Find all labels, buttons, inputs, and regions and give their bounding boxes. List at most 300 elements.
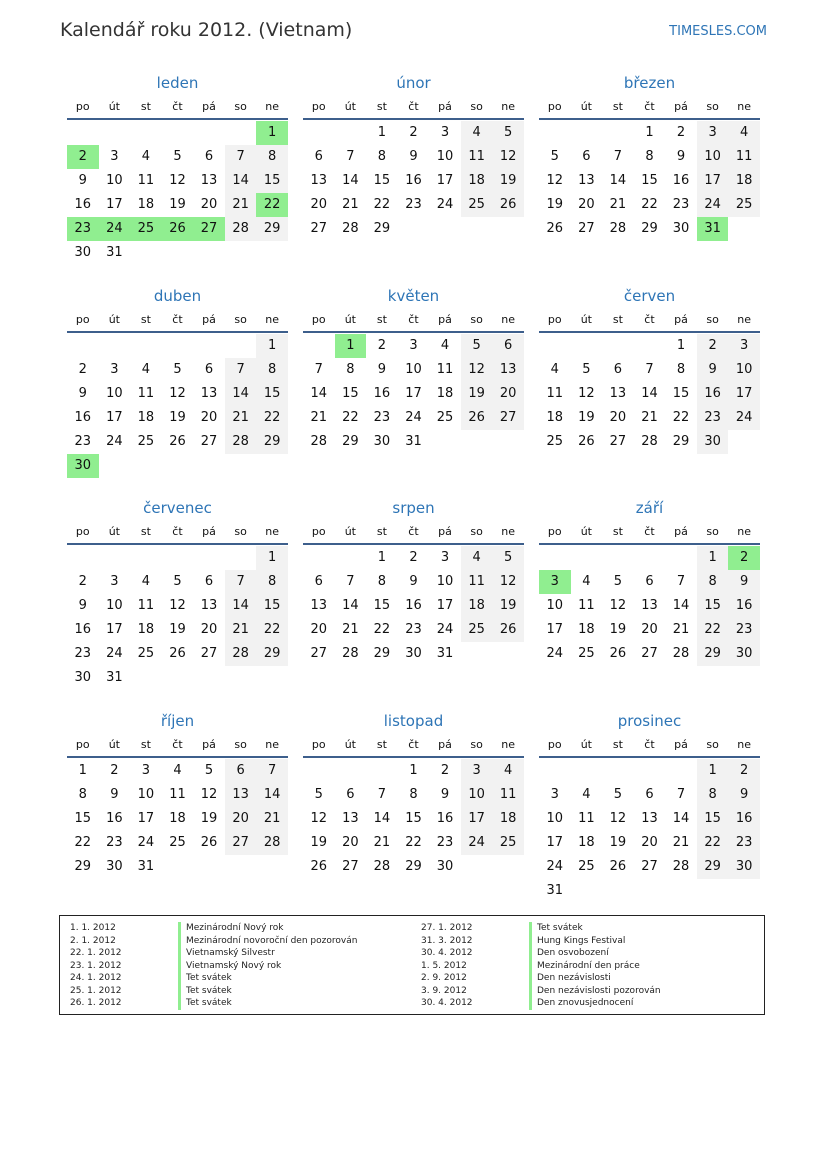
weekend-day-cell: 13 (225, 783, 257, 807)
empty-cell (130, 334, 162, 358)
day-cell: 6 (645, 574, 654, 589)
day-cell: 28 (342, 221, 359, 236)
day-cell: 22 (405, 834, 422, 850)
day-cell: 21 (373, 834, 391, 850)
weekend-day-cell: 14 (225, 169, 257, 193)
weekend-day-cell: 25 (461, 193, 493, 217)
day-cell: 20 (342, 834, 359, 850)
weekend-day-cell: 15 (256, 594, 288, 618)
holiday-day-cell: 25 (130, 217, 162, 241)
weekend-day-cell: 4 (492, 759, 524, 783)
weekday-label: čt (644, 525, 655, 538)
weekend-day-cell: 12 (461, 358, 493, 382)
day-cell: 20 (310, 197, 328, 212)
day-cell: 17 (546, 622, 564, 637)
weekday-label: st (376, 312, 387, 326)
empty-cell (602, 334, 634, 358)
weekend-day-cell: 29 (256, 430, 288, 454)
weekend-day-cell: 22 (697, 618, 729, 642)
legend-holiday-name: Vietnamský Silvestr (178, 947, 411, 960)
weekday-label: so (706, 525, 719, 538)
day-cell: 26 (546, 221, 564, 236)
weekday-label: st (612, 312, 623, 326)
weekend-day-cell: 29 (256, 642, 288, 666)
day-cell: 19 (609, 622, 627, 637)
weekday-label: po (311, 525, 326, 538)
month-name: srpen (392, 499, 435, 517)
weekday-label: st (140, 525, 151, 538)
day-cell: 25 (436, 409, 454, 425)
weekday-header (539, 96, 760, 120)
day-cell: 14 (342, 173, 359, 188)
weekday-label: čt (408, 525, 419, 538)
empty-cell (130, 121, 162, 145)
weekday-label: st (612, 737, 623, 751)
day-cell: 17 (546, 834, 564, 850)
empty-cell (225, 546, 257, 570)
day-cell: 8 (346, 361, 355, 377)
holiday-day-cell: 24 (99, 217, 131, 241)
day-cell: 28 (310, 433, 328, 449)
month-prosinec (539, 708, 760, 921)
day-cell: 2 (78, 361, 87, 377)
weekday-label: pá (674, 312, 688, 326)
day-cell: 19 (169, 622, 186, 637)
weekday-label: so (706, 100, 719, 113)
day-cell: 27 (200, 433, 218, 449)
day-cell: 18 (169, 810, 186, 826)
legend-date: 22. 1. 2012 (70, 948, 122, 958)
legend-date: 2. 1. 2012 (70, 935, 116, 946)
weekday-label: so (234, 312, 247, 326)
day-cell: 8 (676, 361, 686, 377)
day-cell: 1 (78, 762, 87, 778)
day-cell: 13 (342, 810, 359, 826)
weekend-day-cell: 22 (256, 406, 288, 430)
day-grid (67, 546, 288, 690)
day-cell: 23 (74, 433, 92, 449)
day-cell: 27 (641, 646, 658, 661)
month-duben (67, 283, 288, 496)
weekday-label: út (108, 100, 120, 113)
day-cell: 25 (137, 433, 155, 449)
weekday-label: ne (737, 525, 752, 538)
day-grid (539, 334, 760, 454)
day-cell: 16 (106, 810, 123, 826)
weekend-day-cell: 17 (728, 382, 760, 406)
day-cell: 13 (200, 173, 218, 188)
day-cell: 19 (169, 409, 186, 425)
weekend-day-cell: 24 (728, 406, 760, 430)
day-grid (303, 759, 524, 879)
day-cell: 4 (141, 149, 151, 164)
months-grid (67, 70, 760, 920)
weekday-label: út (108, 525, 120, 538)
month-name: duben (153, 286, 202, 305)
weekend-day-cell: 10 (697, 145, 729, 169)
weekend-day-cell: 3 (697, 121, 729, 145)
weekday-label: po (75, 312, 90, 326)
day-cell: 18 (137, 622, 155, 637)
day-cell: 23 (74, 646, 92, 661)
weekday-label: ne (265, 312, 280, 326)
weekday-label: čt (408, 312, 419, 326)
day-cell: 6 (204, 361, 214, 377)
day-cell: 3 (440, 125, 450, 140)
day-cell: 27 (342, 858, 359, 874)
weekday-label: út (580, 100, 592, 113)
holiday-day-cell: 2 (728, 546, 760, 570)
day-cell: 2 (377, 337, 387, 353)
day-cell: 11 (169, 786, 186, 802)
weekend-day-cell: 12 (492, 145, 524, 169)
holiday-day-cell: 2 (67, 145, 99, 169)
weekend-day-cell: 18 (461, 169, 493, 193)
weekend-day-cell: 4 (461, 546, 493, 570)
weekday-label: po (311, 100, 326, 113)
weekday-label: po (547, 525, 562, 538)
day-grid (67, 334, 288, 478)
day-cell: 20 (200, 409, 218, 425)
day-cell: 11 (137, 385, 155, 401)
empty-cell (602, 546, 634, 570)
weekend-day-cell: 28 (225, 430, 257, 454)
weekend-day-cell: 6 (225, 759, 257, 783)
day-cell: 16 (74, 622, 92, 637)
legend-holiday-name: Den nezávislosti (529, 972, 762, 985)
day-cell: 29 (74, 858, 92, 874)
day-cell: 14 (672, 598, 690, 613)
weekday-label: pá (202, 100, 216, 113)
holiday-day-cell: 26 (162, 217, 194, 241)
day-cell: 4 (440, 337, 450, 353)
empty-cell (571, 759, 603, 783)
day-cell: 18 (546, 409, 564, 425)
weekday-label: st (140, 737, 151, 751)
day-cell: 30 (106, 858, 123, 874)
weekday-label: út (344, 312, 356, 326)
day-cell: 1 (377, 125, 387, 140)
day-cell: 28 (342, 646, 359, 661)
legend-holiday-name: Mezinárodní den práce (529, 960, 762, 973)
day-cell: 29 (672, 433, 690, 449)
weekday-label: út (580, 312, 592, 326)
weekend-day-cell: 8 (697, 783, 729, 807)
weekend-day-cell: 29 (697, 642, 729, 666)
month-září (539, 495, 760, 708)
day-cell: 15 (641, 173, 658, 188)
weekday-label: so (470, 100, 483, 113)
weekday-label: st (376, 737, 387, 751)
weekday-label: pá (438, 525, 452, 538)
weekend-day-cell: 16 (728, 807, 760, 831)
month-name: květen (387, 286, 440, 305)
day-cell: 12 (609, 598, 627, 613)
day-cell: 10 (436, 149, 454, 164)
empty-cell (366, 759, 398, 783)
weekday-header (67, 521, 288, 545)
day-cell: 19 (310, 834, 328, 850)
day-grid (303, 334, 524, 454)
day-cell: 26 (200, 834, 218, 850)
day-cell: 6 (204, 574, 214, 589)
day-cell: 17 (405, 385, 422, 401)
day-cell: 3 (110, 574, 119, 589)
day-cell: 29 (373, 646, 391, 661)
day-cell: 14 (342, 598, 359, 613)
legend-holiday-name: Vietnamský Nový rok (178, 960, 411, 973)
weekday-label: po (75, 737, 90, 751)
day-cell: 22 (672, 409, 690, 425)
weekend-day-cell: 20 (492, 382, 524, 406)
weekend-day-cell: 13 (492, 358, 524, 382)
empty-cell (335, 546, 367, 570)
day-cell: 22 (373, 622, 391, 637)
weekend-day-cell: 29 (697, 855, 729, 879)
weekday-label: pá (202, 312, 216, 326)
empty-cell (162, 334, 194, 358)
day-cell: 26 (609, 646, 627, 661)
day-cell: 18 (436, 385, 454, 401)
weekend-day-cell: 16 (728, 594, 760, 618)
holiday-day-cell: 1 (335, 334, 367, 358)
day-cell: 16 (405, 173, 422, 188)
day-cell: 11 (137, 598, 155, 613)
weekday-label: pá (674, 100, 688, 113)
day-cell: 13 (200, 598, 218, 613)
legend-date: 25. 1. 2012 (70, 985, 122, 996)
day-cell: 7 (346, 149, 355, 164)
weekday-label: po (311, 737, 326, 751)
day-cell: 19 (578, 409, 595, 425)
weekday-label: po (547, 100, 562, 113)
weekend-day-cell: 3 (461, 759, 493, 783)
empty-cell (303, 759, 335, 783)
month-name: prosinec (617, 711, 682, 730)
day-cell: 13 (609, 385, 627, 401)
day-cell: 3 (409, 337, 418, 353)
day-cell: 18 (137, 197, 155, 212)
day-cell: 24 (546, 646, 564, 661)
weekend-day-cell: 25 (728, 193, 760, 217)
day-cell: 14 (373, 810, 391, 826)
weekday-label: ne (265, 737, 280, 751)
weekday-label: st (612, 100, 623, 113)
day-cell: 6 (582, 149, 591, 164)
weekend-day-cell: 1 (697, 759, 729, 783)
weekend-day-cell: 25 (492, 831, 524, 855)
weekday-label: pá (438, 312, 452, 326)
weekend-day-cell: 12 (492, 570, 524, 594)
weekend-day-cell: 9 (728, 570, 760, 594)
day-cell: 7 (613, 149, 623, 164)
day-cell: 21 (641, 409, 658, 425)
weekend-day-cell: 19 (492, 594, 524, 618)
weekend-day-cell: 30 (697, 430, 729, 454)
empty-cell (130, 546, 162, 570)
day-cell: 5 (582, 361, 591, 377)
day-cell: 3 (550, 786, 559, 802)
weekday-label: út (580, 525, 592, 538)
weekday-label: čt (644, 312, 655, 326)
day-cell: 9 (78, 173, 87, 188)
day-cell: 28 (373, 858, 391, 874)
empty-cell (225, 121, 257, 145)
legend-date: 3. 9. 2012 (421, 985, 467, 996)
day-cell: 2 (440, 762, 450, 778)
weekday-label: po (75, 525, 90, 538)
day-cell: 12 (169, 385, 186, 401)
day-cell: 27 (310, 221, 328, 236)
empty-cell (335, 121, 367, 145)
legend-date: 26. 1. 2012 (70, 998, 122, 1008)
legend-holiday-name: Mezinárodní Nový rok (178, 922, 411, 935)
weekday-header (67, 96, 288, 120)
legend-column-left (60, 922, 411, 1014)
day-cell: 12 (578, 385, 595, 401)
weekend-day-cell: 21 (225, 618, 257, 642)
day-cell: 27 (609, 433, 627, 449)
weekday-label: ne (265, 100, 280, 113)
day-cell: 13 (641, 598, 658, 613)
day-cell: 30 (436, 858, 454, 874)
empty-cell (602, 121, 634, 145)
day-cell: 12 (169, 173, 186, 188)
site-link[interactable]: TIMESLES.COM (669, 24, 767, 39)
weekday-header (303, 521, 524, 545)
day-cell: 21 (310, 409, 328, 425)
day-cell: 4 (582, 574, 591, 589)
weekday-label: so (706, 737, 719, 751)
empty-cell (539, 546, 571, 570)
day-cell: 29 (405, 858, 422, 874)
holiday-legend (59, 915, 765, 1015)
day-cell: 6 (346, 786, 355, 802)
month-únor (303, 70, 524, 283)
day-cell: 31 (106, 245, 123, 260)
weekend-day-cell: 17 (461, 807, 493, 831)
day-cell: 29 (641, 221, 658, 236)
weekend-day-cell: 4 (461, 121, 493, 145)
day-cell: 1 (676, 337, 686, 353)
weekend-day-cell: 19 (461, 382, 493, 406)
weekend-day-cell: 3 (728, 334, 760, 358)
weekend-day-cell: 7 (225, 570, 257, 594)
weekday-label: ne (737, 737, 752, 751)
weekend-day-cell: 18 (492, 807, 524, 831)
legend-holiday-name: Tet svátek (178, 997, 411, 1010)
day-cell: 5 (314, 786, 323, 802)
day-cell: 24 (106, 433, 123, 449)
day-cell: 29 (342, 433, 359, 449)
holiday-day-cell: 27 (193, 217, 225, 241)
weekend-day-cell: 4 (728, 121, 760, 145)
weekend-day-cell: 8 (256, 145, 288, 169)
weekday-label: so (234, 100, 247, 113)
day-cell: 31 (436, 646, 454, 661)
weekday-label: so (470, 312, 483, 326)
day-cell: 9 (377, 361, 387, 377)
day-cell: 25 (137, 646, 155, 661)
weekday-label: so (470, 737, 483, 751)
empty-cell (193, 334, 225, 358)
weekday-label: út (344, 525, 356, 538)
weekend-day-cell: 15 (256, 382, 288, 406)
empty-cell (99, 546, 131, 570)
weekend-day-cell: 5 (492, 546, 524, 570)
day-cell: 23 (106, 834, 123, 850)
weekday-label: út (344, 737, 356, 751)
weekend-day-cell: 11 (492, 783, 524, 807)
empty-cell (602, 759, 634, 783)
weekday-label: út (108, 312, 120, 326)
empty-cell (634, 546, 666, 570)
month-name: červenec (143, 499, 212, 517)
day-cell: 12 (546, 173, 564, 188)
day-cell: 20 (310, 622, 328, 637)
weekend-day-cell: 27 (225, 831, 257, 855)
weekend-day-cell: 14 (225, 382, 257, 406)
day-cell: 13 (310, 173, 328, 188)
day-cell: 30 (74, 670, 92, 685)
holiday-day-cell: 1 (256, 121, 288, 145)
day-cell: 26 (169, 433, 186, 449)
day-cell: 5 (173, 361, 182, 377)
day-cell: 8 (645, 149, 654, 164)
day-cell: 11 (578, 810, 595, 826)
weekend-day-cell: 22 (256, 618, 288, 642)
day-cell: 11 (436, 361, 454, 377)
empty-cell (162, 546, 194, 570)
weekend-day-cell: 30 (728, 855, 760, 879)
day-cell: 30 (672, 221, 690, 236)
day-cell: 12 (609, 810, 627, 826)
day-cell: 7 (676, 574, 686, 589)
empty-cell (571, 121, 603, 145)
day-cell: 22 (641, 197, 658, 212)
empty-cell (193, 546, 225, 570)
day-cell: 12 (169, 598, 186, 613)
empty-cell (335, 759, 367, 783)
weekend-day-cell: 8 (256, 358, 288, 382)
weekend-day-cell: 20 (225, 807, 257, 831)
day-cell: 8 (78, 786, 87, 802)
weekday-label: st (612, 525, 623, 538)
weekday-label: st (140, 312, 151, 326)
weekend-day-cell: 1 (697, 546, 729, 570)
day-cell: 1 (377, 550, 387, 565)
day-cell: 2 (409, 550, 418, 565)
legend-holiday-name: Tet svátek (178, 972, 411, 985)
weekday-label: pá (438, 737, 452, 751)
weekday-label: čt (172, 312, 183, 326)
month-name: březen (623, 74, 676, 92)
weekend-day-cell: 22 (697, 831, 729, 855)
legend-holiday-name: Tet svátek (178, 985, 411, 998)
weekend-day-cell: 7 (256, 759, 288, 783)
weekday-label: út (580, 737, 592, 751)
day-cell: 17 (436, 173, 454, 188)
weekday-header (303, 96, 524, 120)
day-cell: 15 (373, 598, 391, 613)
page-title: Kalendář roku 2012. (Vietnam) (60, 19, 353, 41)
legend-column-right (411, 922, 764, 1014)
day-cell: 19 (546, 197, 564, 212)
legend-holiday-name: Hung Kings Festival (529, 935, 762, 948)
weekend-day-cell: 9 (697, 358, 729, 382)
day-cell: 18 (578, 834, 595, 850)
day-cell: 14 (672, 810, 690, 826)
